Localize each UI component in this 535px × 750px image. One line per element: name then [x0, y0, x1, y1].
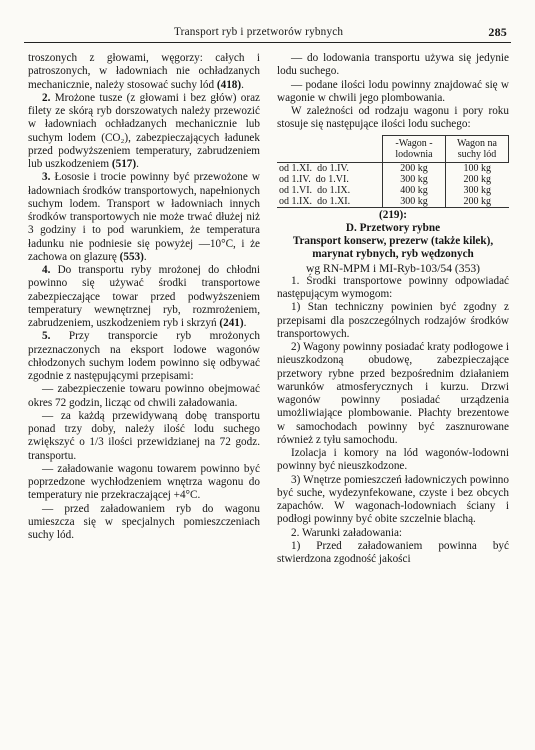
value-cell: 300 kg	[463, 184, 491, 196]
value-cell: 300 kg	[383, 174, 446, 185]
dash-item-4: — przed załadowaniem ryb do wagonu umieszcza się w specjalnych pomieszczeniach suchy lód.	[28, 502, 260, 541]
dash-item-5: — do lodowania transportu używa się jedynie lodu suchego.	[277, 52, 509, 78]
paragraph-continued: troszonych z głowami, węgorzy: całych i patroszonych, w ładowniach nie ochładzanych mechanicznie, należy stosować suchy lód (418).	[28, 52, 260, 91]
header-wagon-suchy-lod: Wagon na suchy lód	[446, 135, 509, 162]
dash-item-3: — załadowanie wagonu towarem powinno być poprzedzone wychłodzeniem wnętrza wagonu do temperatury nie przekraczającej +4°C.	[28, 462, 260, 502]
requirement-1: 1. Środki transportowe powinny odpowiadać następującym wymogom:	[277, 274, 509, 300]
requirement-1-3: 3) Wnętrze pomieszczeń ładowniczych powinno być suche, wydezynfekowane, czyste i bez obcych zapachów. W wagonach-lodowniach ściany i podłogi powinny być obite szczelnie blachą.	[277, 473, 509, 526]
page-number: 285	[488, 25, 507, 39]
requirement-2: 2. Warunki załadowania:	[291, 526, 403, 539]
period-cell: od 1.IV. do 1.VI.	[277, 174, 383, 185]
standard-reference: wg RN-MPM i MI-Ryb-103/54 (353)	[305, 261, 481, 275]
paragraph-4: 4. Do transportu ryby mrożonej do chłodni powinno się używać środki transportowe zabezpieczające towar przed podwyższeniem temperatury wewnętrznej ryb, rozmrożeniem, zabrudzeniem, uszkodzeniem ryb i skrzyń (241).	[28, 264, 260, 329]
table-row	[277, 185, 509, 196]
dash-item-6: — podane ilości lodu powinny znajdować się w wagonie w chwili jego plombowania.	[277, 78, 509, 104]
table-row	[277, 162, 509, 174]
section-subtitle: Transport konserw, prezerw (także kilek), marynat rybnych, ryb wędzonych	[292, 235, 494, 261]
requirement-2-1: 1) Przed załadowaniem powinna być stwierdzona zgodność jakości	[277, 539, 509, 565]
table-row	[277, 174, 509, 185]
left-column	[28, 52, 260, 542]
requirement-insulation: Izolacja i komory na lód wagonów-lodowni powinny być nieuszkodzone.	[277, 447, 509, 473]
dash-item-2: — za każdą przewidywaną dobę transportu ponad trzy doby, należy ilość lodu suchego zwiększyć o 1/3 ilości przewidzianej na 72 godz. transportu.	[28, 409, 260, 462]
running-title: Transport ryb i przetworów rybnych	[174, 26, 344, 38]
table-reference: (219):	[379, 208, 407, 221]
table-corner	[277, 135, 383, 162]
paragraph-2: 2. Mrożone tusze (z głowami i bez głów) oraz filety ze skórą ryb dorszowatych należy przewozić w ładowniach ochładzanych mechanicznie lub suchym lodem (CO₂), zabezpieczających ładunek przed podwyższeniem temperatury, zabrudzeniem lub uszkodzeniem (517).	[28, 91, 260, 170]
value-cell: 200 kg	[446, 196, 509, 208]
paragraph-3: 3. Łososie i trocie powinny być przewożone w ładowniach środków transportowych, napełnionych suchym lodem. Transport w ładowniach innych środków transportowych nie może trwać dłużej niż 3 godziny i to pod warunkiem, że temperatura ładunku nie podniesie się powyżej —10°C, i że zachowa on glazurę (553).	[28, 171, 260, 263]
section-title: D. Przetwory rybne	[345, 221, 441, 234]
running-header	[24, 22, 511, 43]
value-cell: 300 kg	[383, 196, 446, 208]
value-cell: 100 kg	[463, 162, 491, 174]
dash-item-1: — zabezpieczenie towaru powinno obejmować okres 72 godzin, licząc od chwili załadowania.	[28, 383, 260, 409]
dry-ice-table	[277, 135, 509, 208]
value-cell: 400 kg	[383, 185, 446, 196]
table-header-row	[277, 135, 509, 162]
right-column	[277, 52, 509, 566]
table-intro: W zależności od rodzaju wagonu i pory roku stosuje się następujące ilości lodu suchego:	[277, 105, 509, 131]
requirement-1-2: 2) Wagony powinny posiadać kraty podłogowe i nieuszkodzoną obudowę, zabezpieczające przetwory rybne przed bezpośrednim działaniem warunków atmosferycznych i kurzu. Drzwi wagonów powinny posiadać urządzenia umożliwiające plombowanie. Płachty brezentowe w samochodach powinny być zasznurowane również z tyłu samochodu.	[277, 341, 509, 446]
period-cell: od 1.XI. do 1.IV.	[277, 162, 383, 174]
paragraph-5: 5. Przy transporcie ryb mrożonych przeznaczonych na eksport lodowe wagonów chłodzonych suchym lodem powinno się odbywać zgodnie z następującymi przepisami:	[28, 330, 260, 382]
period-cell: od 1.VI. do 1.IX.	[277, 185, 383, 196]
value-cell: 200 kg	[383, 162, 446, 174]
value-cell: 200 kg	[463, 173, 491, 185]
requirement-1-1: 1) Stan techniczny powinien być zgodny z przepisami dla poszczególnych rodzajów środków transportowych.	[277, 301, 509, 340]
header-wagon-lodownia: -Wagon -lodownia	[383, 135, 446, 162]
table-row	[277, 196, 509, 208]
period-cell: od 1.IX. do 1.XI.	[277, 196, 383, 208]
